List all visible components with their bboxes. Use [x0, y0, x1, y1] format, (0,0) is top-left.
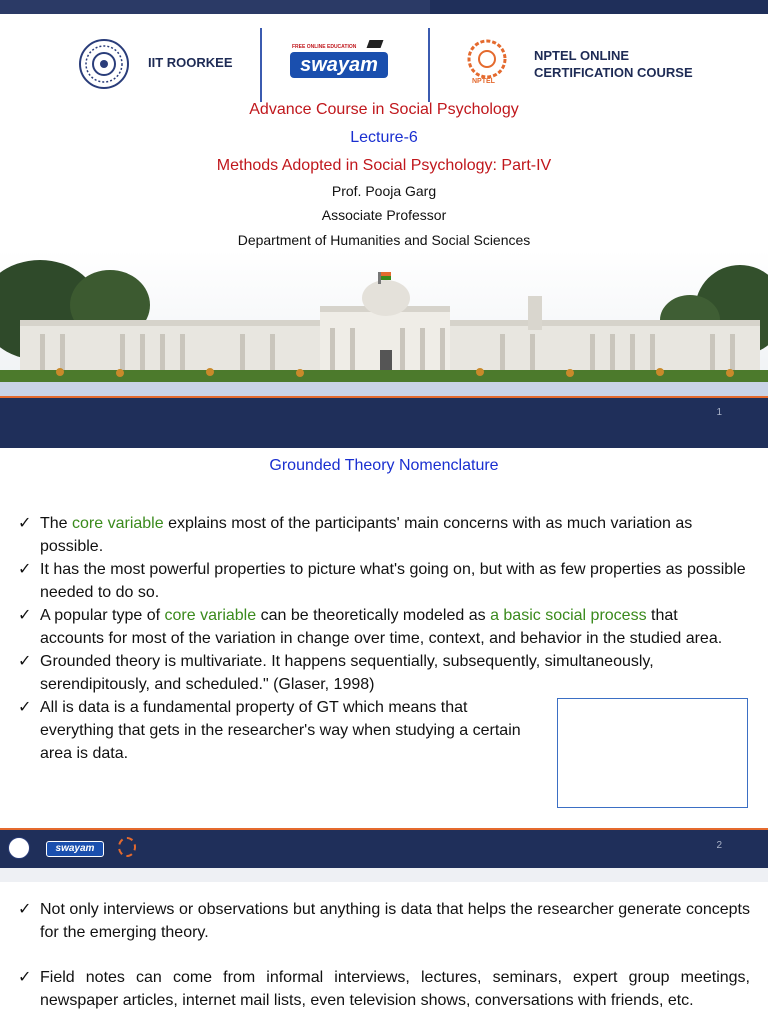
- check-icon: ✓: [18, 699, 32, 716]
- content-slide-3: [0, 868, 768, 1024]
- footer-swayam-logo: swayam: [46, 841, 104, 857]
- page-number: 1: [716, 407, 722, 418]
- bottom-bar-accent: [0, 396, 768, 398]
- lecture-topic: Methods Adopted in Social Psychology: Part-IV: [216, 157, 552, 174]
- slide-title: Grounded Theory Nomenclature: [269, 457, 499, 474]
- nptel-line2: CERTIFICATION COURSE: [534, 65, 693, 80]
- divider-2: [428, 28, 430, 102]
- department-name: Department of Humanities and Social Sciences: [237, 232, 531, 248]
- list-item: ✓ Grounded theory is multivariate. It happens sequentially, subsequently, simultaneously, serendipitously, and scheduled." (Glaser, 1998): [18, 650, 746, 696]
- empty-text-box: [557, 698, 748, 808]
- title-slide: [0, 0, 768, 448]
- page-number: 2: [716, 840, 722, 851]
- footer-bar: [0, 828, 768, 868]
- lecture-number: Lecture-6: [350, 129, 418, 146]
- nptel-wordmark: NPTEL: [472, 78, 495, 85]
- iit-roorkee-label: IIT ROORKEE: [148, 55, 233, 70]
- building-image: [0, 250, 768, 396]
- top-bar-dark: [430, 0, 768, 14]
- list-item: ✓ The core variable explains most of the participants' main concerns with as much variation as possible.: [18, 512, 746, 558]
- bullet-list: [18, 898, 750, 1012]
- bottom-bar: [0, 396, 768, 448]
- check-icon: ✓: [18, 515, 32, 532]
- content-slide-2: [0, 448, 768, 868]
- footer-nptel-logo: [118, 837, 136, 857]
- course-title: Advance Course in Social Psychology: [249, 101, 519, 118]
- check-icon: ✓: [18, 607, 32, 624]
- list-item: ✓ Not only interviews or observations but anything is data that helps the researcher generate concepts for the emerging theory.: [18, 898, 750, 944]
- professor-name: Prof. Pooja Garg: [331, 183, 437, 199]
- check-icon: ✓: [18, 901, 32, 918]
- divider-1: [260, 28, 262, 102]
- swayam-tagline: FREE ONLINE EDUCATION: [292, 44, 357, 50]
- list-item: ✓ Field notes can come from informal interviews, lectures, seminars, expert group meetings, newspaper articles, internet mail lists, even television shows, conversations with friends, etc.: [18, 966, 750, 1012]
- footer-iit-logo: [8, 837, 30, 859]
- swayam-logo: [288, 44, 392, 90]
- iit-roorkee-logo: [78, 38, 130, 90]
- professor-designation: Associate Professor: [321, 207, 447, 223]
- list-item: ✓ All is data is a fundamental property of GT which means that everything that gets in the researcher's way when studying a certain area is data.: [18, 696, 530, 765]
- graduation-cap-icon: [367, 40, 384, 48]
- check-icon: ✓: [18, 653, 32, 670]
- check-icon: ✓: [18, 969, 32, 986]
- swayam-wordmark: swayam: [290, 52, 388, 78]
- nptel-line1: NPTEL ONLINE: [534, 48, 630, 63]
- footer-bar-accent: [0, 828, 768, 830]
- list-item: ✓ A popular type of core variable can be theoretically modeled as a basic social process that accounts for most of the variation in change over time, context, and behavior in the studied area.: [18, 604, 746, 650]
- nptel-logo: [464, 38, 510, 90]
- check-icon: ✓: [18, 561, 32, 578]
- list-item: ✓ It has the most powerful properties to picture what's going on, but with as few properties as possible needed to do so.: [18, 558, 746, 604]
